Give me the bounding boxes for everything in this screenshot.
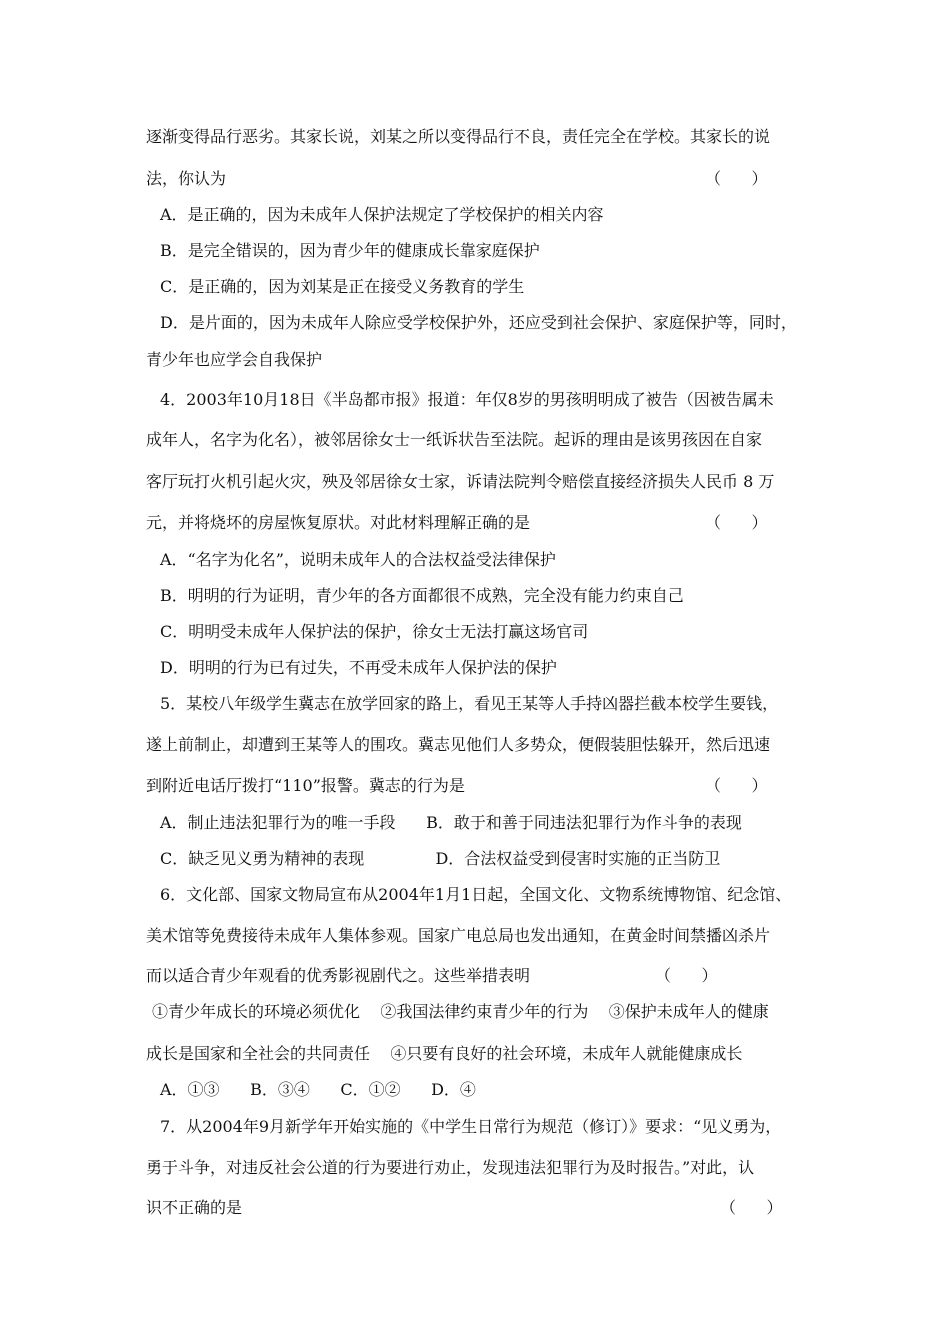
q6-stem-line-2: 美术馆等免费接待未成年人集体参观。国家广电总局也发出通知，在黄金时间禁播凶杀片	[146, 926, 771, 945]
q4-option-a: A．“名字为化名”，说明未成年人的合法权益受法律保护	[160, 550, 556, 569]
q5-options-a-b: A．制止违法犯罪行为的唯一手段 B．敢于和善于同违法犯罪行为作斗争的表现	[160, 813, 742, 832]
q6-stem-line-3: 而以适合青少年观看的优秀影视剧代之。这些举措表明	[146, 966, 531, 985]
q5-stem-line-2: 遂上前制止，却遭到王某等人的围攻。冀志见他们人多势众，便假装胆怯躲开，然后迅速	[146, 735, 771, 754]
q3-stem-line-1: 逐渐变得品行恶劣。其家长说，刘某之所以变得品行不良，责任完全在学校。其家长的说	[146, 127, 771, 146]
q3-option-a: A．是正确的，因为未成年人保护法规定了学校保护的相关内容	[160, 205, 604, 224]
q6-items-line-2: 成长是国家和全社会的共同责任 ④只要有良好的社会环境，未成年人就能健康成长	[146, 1044, 743, 1063]
q4-answer-blank: （ ）	[705, 513, 768, 532]
q4-stem-line-1: 4．2003年10月18日《半岛都市报》报道：年仅8岁的男孩明明成了被告（因被告属未	[160, 390, 774, 409]
q6-stem-line-1: 6．文化部、国家文物局宣布从2004年1月1日起，全国文化、文物系统博物馆、纪念馆、	[160, 885, 792, 904]
q6-answer-blank: （ ）	[655, 966, 718, 985]
q3-option-c: C．是正确的，因为刘某是正在接受义务教育的学生	[160, 277, 525, 296]
q6-items-line-1: ①青少年成长的环境必须优化 ②我国法律约束青少年的行为 ③保护未成年人的健康	[152, 1002, 769, 1021]
q5-options-c-d: C．缺乏见义勇为精神的表现 D．合法权益受到侵害时实施的正当防卫	[160, 849, 721, 868]
q6-options: A．①③ B．③④ C．①② D．④	[160, 1080, 476, 1099]
q3-answer-blank: （ ）	[705, 169, 768, 188]
q3-option-b: B．是完全错误的，因为青少年的健康成长靠家庭保护	[160, 241, 540, 260]
q4-stem-line-3: 客厅玩打火机引起火灾，殃及邻居徐女士家，诉请法院判令赔偿直接经济损失人民币 8 万	[146, 472, 775, 491]
q4-stem-line-2: 成年人，名字为化名），被邻居徐女士一纸诉状告至法院。起诉的理由是该男孩因在自家	[146, 430, 763, 449]
q3-option-d-line-1: D．是片面的，因为未成年人除应受学校保护外，还应受到社会保护、家庭保护等，同时，	[160, 313, 797, 332]
q7-stem-line-3: 识不正确的是	[146, 1198, 243, 1217]
q4-stem-line-4: 元，并将烧坏的房屋恢复原状。对此材料理解正确的是	[146, 513, 531, 532]
q4-option-d: D．明明的行为已有过失，不再受未成年人保护法的保护	[160, 658, 557, 677]
q7-stem-line-1: 7．从2004年9月新学年开始实施的《中学生日常行为规范（修订）》要求：“见义勇为，	[160, 1117, 782, 1136]
q5-answer-blank: （ ）	[705, 776, 768, 795]
q7-answer-blank: （ ）	[720, 1198, 783, 1217]
q4-option-c: C．明明受未成年人保护法的保护，徐女士无法打赢这场官司	[160, 622, 589, 641]
q3-option-d-line-2: 青少年也应学会自我保护	[146, 350, 323, 369]
q5-stem-line-1: 5．某校八年级学生冀志在放学回家的路上，看见王某等人手持凶器拦截本校学生要钱，	[160, 694, 779, 713]
q4-option-b: B．明明的行为证明，青少年的各方面都很不成熟，完全没有能力约束自己	[160, 586, 684, 605]
q3-stem-line-2: 法，你认为	[146, 169, 227, 188]
q5-stem-line-3: 到附近电话厅拨打“110”报警。冀志的行为是	[146, 776, 465, 795]
q7-stem-line-2: 勇于斗争，对违反社会公道的行为要进行劝止，发现违法犯罪行为及时报告。”对此，认	[146, 1158, 755, 1177]
